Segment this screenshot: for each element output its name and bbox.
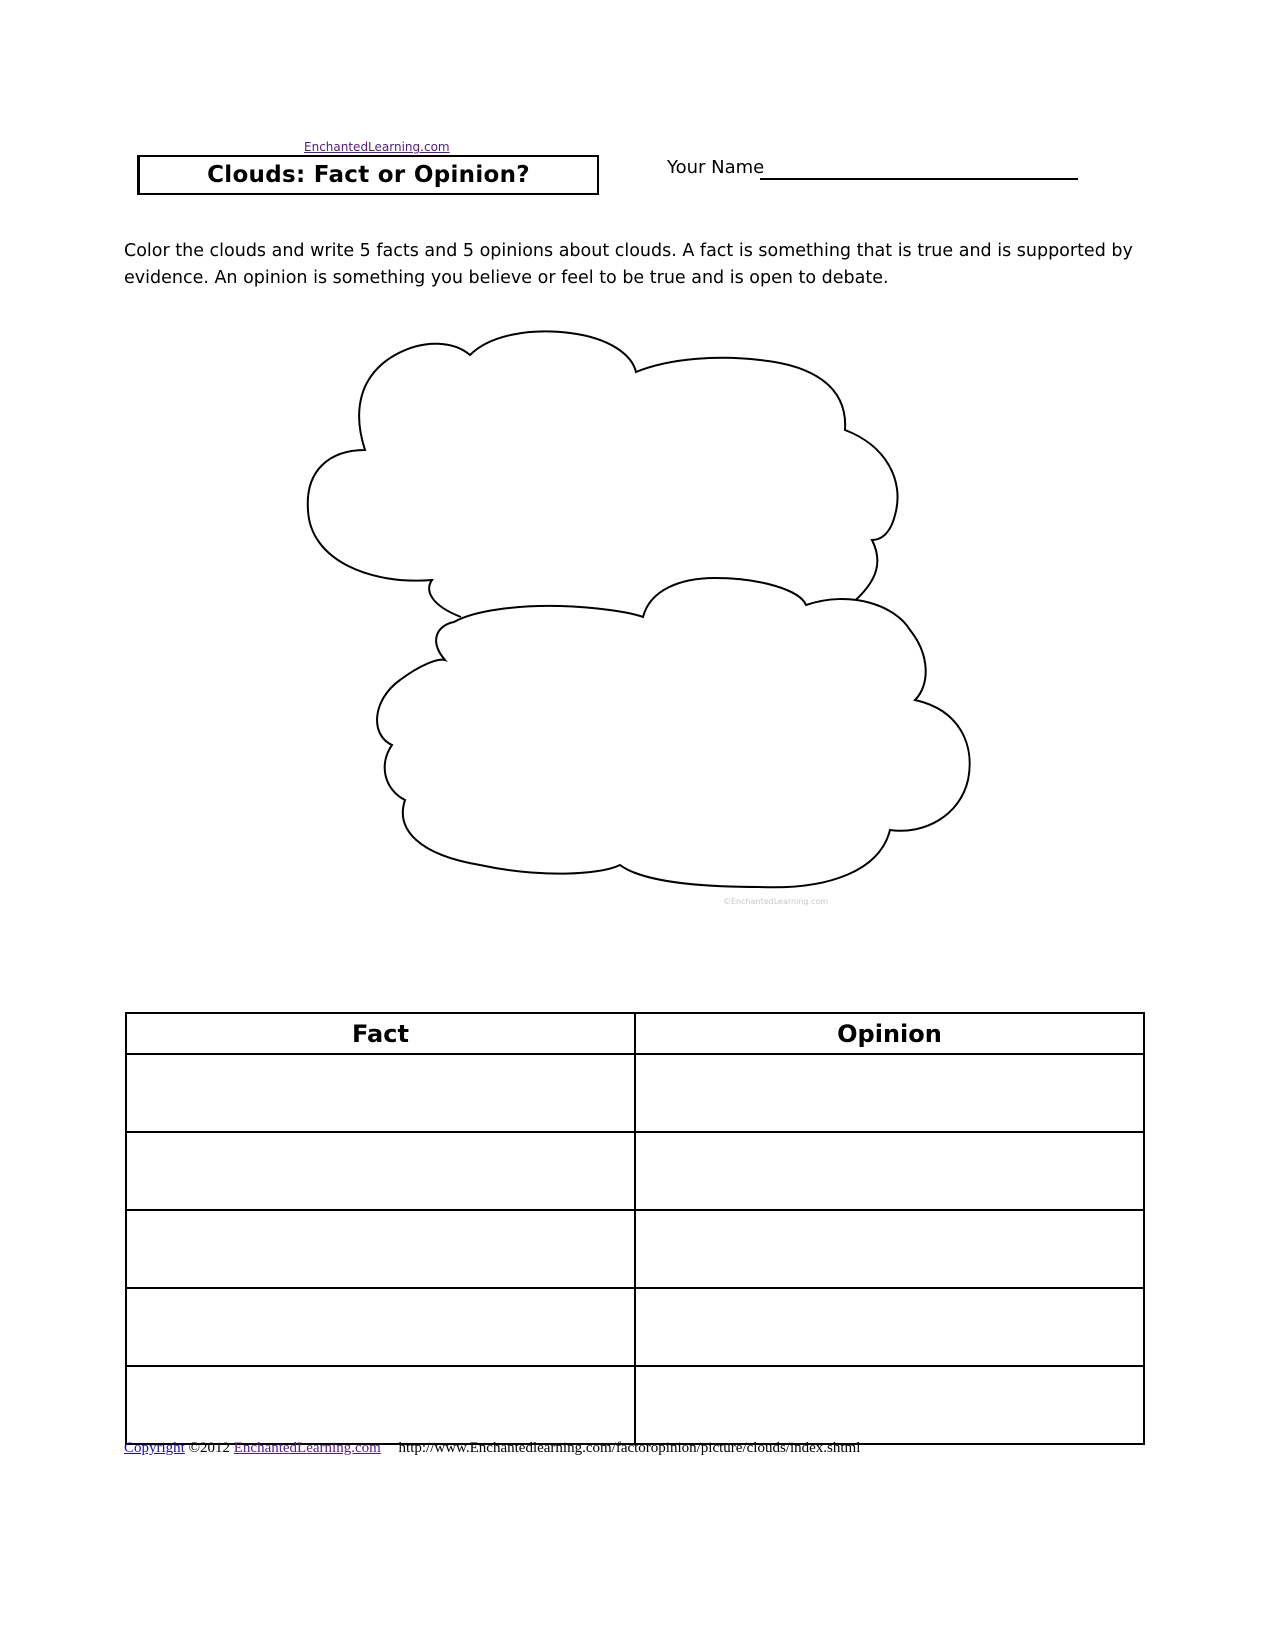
fact-column-header: Fact (126, 1013, 635, 1054)
opinion-column-header: Opinion (635, 1013, 1144, 1054)
fact-cell[interactable] (126, 1366, 635, 1444)
table-row (126, 1054, 1144, 1132)
illustration-watermark: ©EnchantedLearning.com (723, 897, 829, 906)
table-row (126, 1366, 1144, 1444)
page-title: Clouds: Fact or Opinion? (207, 162, 530, 188)
copyright-link[interactable]: Copyright (124, 1440, 185, 1456)
fact-cell[interactable] (126, 1210, 635, 1288)
opinion-cell[interactable] (635, 1288, 1144, 1366)
page-url: http://www.Enchantedlearning.com/factoropinion/picture/clouds/index.shtml (398, 1440, 861, 1456)
opinion-cell[interactable] (635, 1366, 1144, 1444)
instructions-text: Color the clouds and write 5 facts and 5 opinions about clouds. A fact is something that is true and is supported by evidence. An opinion is something you believe or feel to be true and is open to debate. (124, 241, 1133, 288)
enchantedlearning-footer-link[interactable]: EnchantedLearning.com (233, 1440, 381, 1456)
fact-cell[interactable] (126, 1288, 635, 1366)
fact-opinion-table (125, 1012, 1145, 1445)
enchantedlearning-top-link[interactable]: EnchantedLearning.com (304, 140, 450, 154)
opinion-cell[interactable] (635, 1210, 1144, 1288)
upper-cloud (308, 331, 898, 617)
copyright-year: ©2012 (188, 1440, 230, 1456)
opinion-cell[interactable] (635, 1054, 1144, 1132)
table-header-row (126, 1013, 1144, 1054)
lower-cloud (377, 578, 970, 887)
fact-cell[interactable] (126, 1054, 635, 1132)
table-row (126, 1210, 1144, 1288)
table-row (126, 1132, 1144, 1210)
footer (124, 1440, 860, 1457)
opinion-cell[interactable] (635, 1132, 1144, 1210)
your-name-label: Your Name (667, 157, 765, 178)
fact-cell[interactable] (126, 1132, 635, 1210)
table-row (126, 1288, 1144, 1366)
